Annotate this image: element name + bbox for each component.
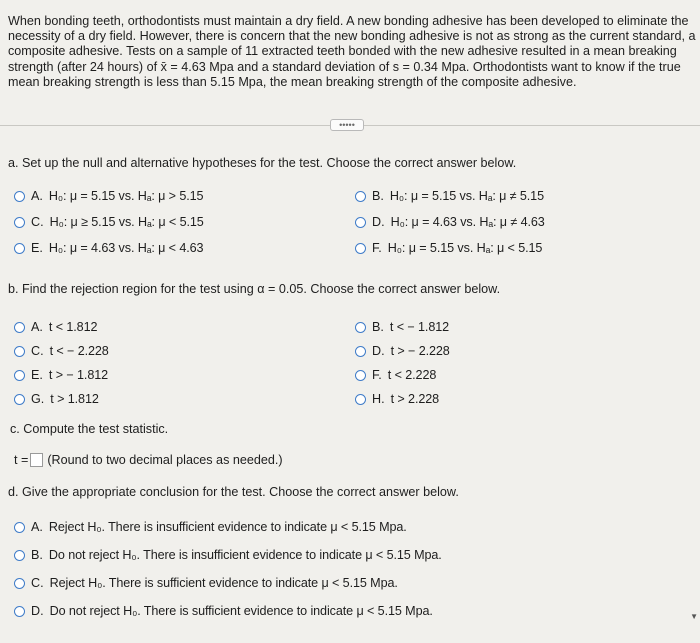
part-b-option-b[interactable] bbox=[355, 320, 449, 334]
option-text: t < − 2.228 bbox=[49, 344, 109, 358]
option-text: t < 2.228 bbox=[387, 368, 437, 382]
option-letter: C. bbox=[31, 215, 44, 229]
radio-icon[interactable] bbox=[14, 217, 25, 228]
radio-icon[interactable] bbox=[14, 322, 25, 333]
part-c-question: c. Compute the test statistic. bbox=[10, 422, 169, 436]
radio-icon[interactable] bbox=[14, 370, 25, 381]
part-a-option-f[interactable] bbox=[355, 241, 542, 255]
radio-icon[interactable] bbox=[355, 346, 366, 357]
test-statistic-input[interactable] bbox=[30, 453, 43, 467]
option-letter: C. bbox=[31, 576, 44, 590]
option-text: H₀: μ ≥ 5.15 vs. Hₐ: μ < 5.15 bbox=[49, 215, 204, 229]
expand-more-button[interactable]: ••••• bbox=[330, 119, 364, 131]
part-a-option-b[interactable] bbox=[355, 189, 544, 203]
option-letter: B. bbox=[372, 189, 384, 203]
option-letter: A. bbox=[31, 320, 43, 334]
part-a-question: a. Set up the null and alternative hypotheses for the test. Choose the correct answer below. bbox=[8, 156, 517, 170]
radio-icon[interactable] bbox=[14, 243, 25, 254]
intro-line: mean breaking strength is less than 5.15 Mpa, the mean breaking strength of the composite adhesive. bbox=[8, 74, 577, 89]
option-text: t > 1.812 bbox=[50, 392, 99, 406]
part-a-option-c[interactable] bbox=[14, 215, 204, 229]
option-letter: D. bbox=[31, 604, 44, 618]
option-text: Reject H₀. There is insufficient evidence to indicate μ < 5.15 Mpa. bbox=[48, 520, 407, 534]
option-letter: F. bbox=[372, 368, 382, 382]
part-d-question: d. Give the appropriate conclusion for the test. Choose the correct answer below. bbox=[8, 485, 459, 499]
option-letter: A. bbox=[31, 520, 43, 534]
option-letter: H. bbox=[372, 392, 385, 406]
option-letter: G. bbox=[31, 392, 45, 406]
intro-line: When bonding teeth, orthodontists must maintain a dry field. A new bonding adhesive has been developed to eliminate the bbox=[8, 14, 689, 28]
radio-icon[interactable] bbox=[14, 346, 25, 357]
intro-line: strength (after 24 hours) of x̄ = 4.63 Mpa and a standard deviation of s = 0.34 Mpa. Orthodontists want to know if the true bbox=[8, 59, 681, 74]
option-text: H₀: μ = 4.63 vs. Hₐ: μ < 4.63 bbox=[48, 241, 204, 255]
option-text: t > − 2.228 bbox=[390, 344, 450, 358]
option-letter: D. bbox=[372, 344, 385, 358]
test-statistic-row bbox=[14, 453, 283, 467]
radio-icon[interactable] bbox=[355, 243, 366, 254]
part-b-option-d[interactable] bbox=[355, 344, 450, 358]
part-b-option-f[interactable] bbox=[355, 368, 436, 382]
part-d-option-b[interactable] bbox=[14, 548, 442, 562]
option-text: Reject H₀. There is sufficient evidence to indicate μ < 5.15 Mpa. bbox=[49, 576, 398, 590]
rounding-hint: (Round to two decimal places as needed.) bbox=[47, 453, 283, 467]
option-text: t < − 1.812 bbox=[389, 320, 450, 334]
radio-icon[interactable] bbox=[355, 394, 366, 405]
part-a-option-e[interactable] bbox=[14, 241, 203, 255]
option-text: t > 2.228 bbox=[390, 392, 440, 406]
part-b-option-g[interactable] bbox=[14, 392, 99, 406]
option-letter: C. bbox=[31, 344, 44, 358]
option-text: H₀: μ = 5.15 vs. Hₐ: μ > 5.15 bbox=[48, 189, 204, 203]
option-text: t < 1.812 bbox=[48, 320, 98, 334]
part-a-option-d[interactable] bbox=[355, 215, 545, 229]
radio-icon[interactable] bbox=[14, 578, 25, 589]
scroll-down-icon[interactable]: ▼ bbox=[690, 612, 698, 621]
radio-icon[interactable] bbox=[14, 191, 25, 202]
option-letter: F. bbox=[372, 241, 382, 255]
option-letter: E. bbox=[31, 241, 43, 255]
option-letter: B. bbox=[372, 320, 384, 334]
t-equals-label: t = bbox=[14, 453, 29, 467]
option-text: Do not reject H₀. There is sufficient evidence to indicate μ < 5.15 Mpa. bbox=[49, 604, 433, 618]
part-a-option-a[interactable] bbox=[14, 189, 203, 203]
part-d-option-c[interactable] bbox=[14, 576, 398, 590]
option-text: Do not reject H₀. There is insufficient evidence to indicate μ < 5.15 Mpa. bbox=[48, 548, 442, 562]
part-b-option-h[interactable] bbox=[355, 392, 439, 406]
option-letter: E. bbox=[31, 368, 43, 382]
part-b-option-c[interactable] bbox=[14, 344, 109, 358]
radio-icon[interactable] bbox=[355, 370, 366, 381]
option-letter: D. bbox=[372, 215, 385, 229]
radio-icon[interactable] bbox=[14, 394, 25, 405]
option-text: H₀: μ = 5.15 vs. Hₐ: μ ≠ 5.15 bbox=[389, 189, 544, 203]
radio-icon[interactable] bbox=[355, 191, 366, 202]
radio-icon[interactable] bbox=[14, 550, 25, 561]
option-text: t > − 1.812 bbox=[48, 368, 109, 382]
radio-icon[interactable] bbox=[355, 322, 366, 333]
intro-line: necessity of a dry field. However, there is concern that the new bonding adhesive is not as strong as the current standard, a bbox=[8, 29, 696, 44]
part-b-question: b. Find the rejection region for the test using α = 0.05. Choose the correct answer below. bbox=[8, 282, 501, 296]
part-b-option-e[interactable] bbox=[14, 368, 108, 382]
part-d-option-d[interactable] bbox=[14, 604, 433, 618]
option-text: H₀: μ = 4.63 vs. Hₐ: μ ≠ 4.63 bbox=[390, 215, 545, 229]
option-letter: A. bbox=[31, 189, 43, 203]
option-letter: B. bbox=[31, 548, 43, 562]
radio-icon[interactable] bbox=[355, 217, 366, 228]
option-text: H₀: μ = 5.15 vs. Hₐ: μ < 5.15 bbox=[387, 241, 543, 255]
radio-icon[interactable] bbox=[14, 522, 25, 533]
radio-icon[interactable] bbox=[14, 606, 25, 617]
part-b-option-a[interactable] bbox=[14, 320, 97, 334]
intro-line: composite adhesive. Tests on a sample of 11 extracted teeth bonded with the new adhesive resulted in a mean breaking bbox=[8, 44, 677, 59]
problem-statement bbox=[8, 14, 696, 90]
part-d-option-a[interactable] bbox=[14, 520, 407, 534]
